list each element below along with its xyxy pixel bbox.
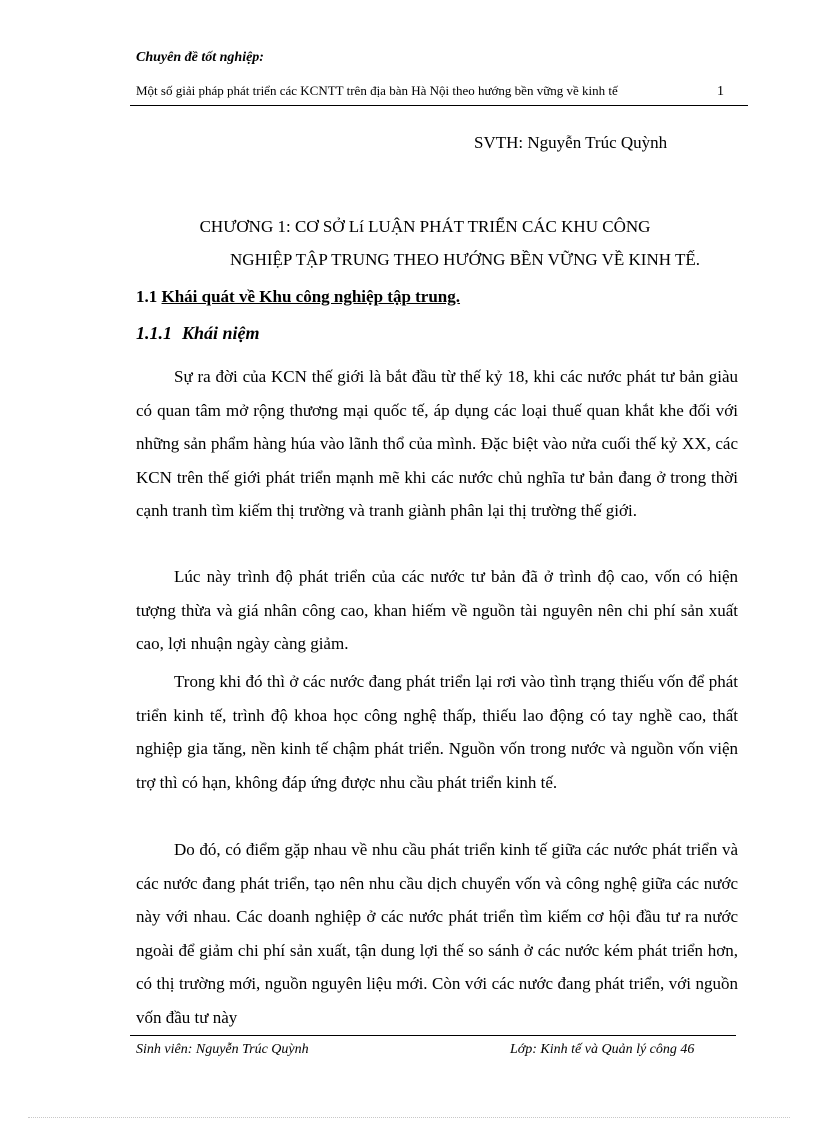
section-number: 1.1 — [136, 287, 158, 306]
chapter-heading-line-2: NGHIỆP TẬP TRUNG THEO HƯỚNG BỀN VỮNG VỀ KINH TẾ. — [230, 250, 700, 269]
chapter-heading-line-1: CHƯƠNG 1: CƠ SỞ Lí LUẬN PHÁT TRIỂN CÁC KHU CÔNG — [199, 217, 651, 236]
page-number: 1 — [717, 84, 724, 99]
header-title: Một số giải pháp phát triển các KCNTT trên địa bàn Hà Nội theo hướng bền vững về kinh tế — [136, 83, 618, 98]
subsection-title: Khái niệm — [182, 323, 260, 343]
footer-student: Sinh viên: Nguyễn Trúc Quỳnh — [136, 1042, 309, 1057]
subsection-number: 1.1.1 — [136, 323, 172, 343]
footer-rule — [130, 1035, 736, 1036]
page-edge-divider — [28, 1117, 790, 1118]
paragraph-1: Sự ra đời của KCN thế giới là bắt đầu từ thế kỷ 18, khi các nước phát tư bản giàu có quan tâm mở rộng thương mại quốc tế, áp dụng các loại thuế quan khắt khe đối với những sản phẩm hàng húa vào lãnh thổ của mình. Đặc biệt vào nửa cuối thế kỷ XX, các KCN trên thế giới phát triển mạnh mẽ khi các nước chủ nghĩa tư bản đang ở trong thời cạnh tranh tìm kiếm thị trường và tranh giành phân lại thị trường thế giới. — [136, 367, 738, 520]
header-label: Chuyên đề tốt nghiệp: — [136, 50, 264, 65]
chapter-heading — [140, 210, 760, 276]
paragraph-4: Do đó, có điểm gặp nhau về nhu cầu phát triển kinh tế giữa các nước phát triển và các nước đang phát triển, tạo nên nhu cầu dịch chuyển vốn và công nghệ giữa các nước này với nhau. Các doanh nghiệp ở các nước phát triển tìm kiếm cơ hội đầu tư ra nước ngoài để giảm chi phí sản xuất, tận dung lợi thế so sánh ở các nước kém phát triển hơn, có thị trường mới, nguồn nguyên liệu mới. Còn với các nước đang phát triển, với nguồn vốn đầu tư này — [136, 840, 738, 1027]
author-line: SVTH: Nguyễn Trúc Quỳnh — [474, 133, 668, 152]
subsection-heading-1-1-1 — [136, 323, 260, 344]
paragraph-3: Trong khi đó thì ở các nước đang phát triển lại rơi vào tình trạng thiếu vốn để phát triển kinh tế, trình độ khoa học công nghệ thấp, thiếu lao động có tay nghề cao, thất nghiệp gia tăng, nền kinh tế chậm phát triển. Nguồn vốn trong nước và nguồn vốn viện trợ thì có hạn, không đáp ứng được nhu cầu phát triển kinh tế. — [136, 672, 738, 792]
header-rule — [130, 105, 748, 106]
footer-class: Lớp: Kinh tế và Quản lý công 46 — [510, 1042, 695, 1057]
section-heading-1-1 — [136, 287, 460, 307]
paragraph-2: Lúc này trình độ phát triển của các nước tư bản đã ở trình độ cao, vốn có hiện tượng thừa và giá nhân công cao, khan hiếm về nguồn tài nguyên nên chi phí sản xuất cao, lợi nhuận ngày càng giảm. — [136, 567, 738, 653]
section-title: Khái quát về Khu công nghiệp tập trung. — [161, 287, 461, 306]
